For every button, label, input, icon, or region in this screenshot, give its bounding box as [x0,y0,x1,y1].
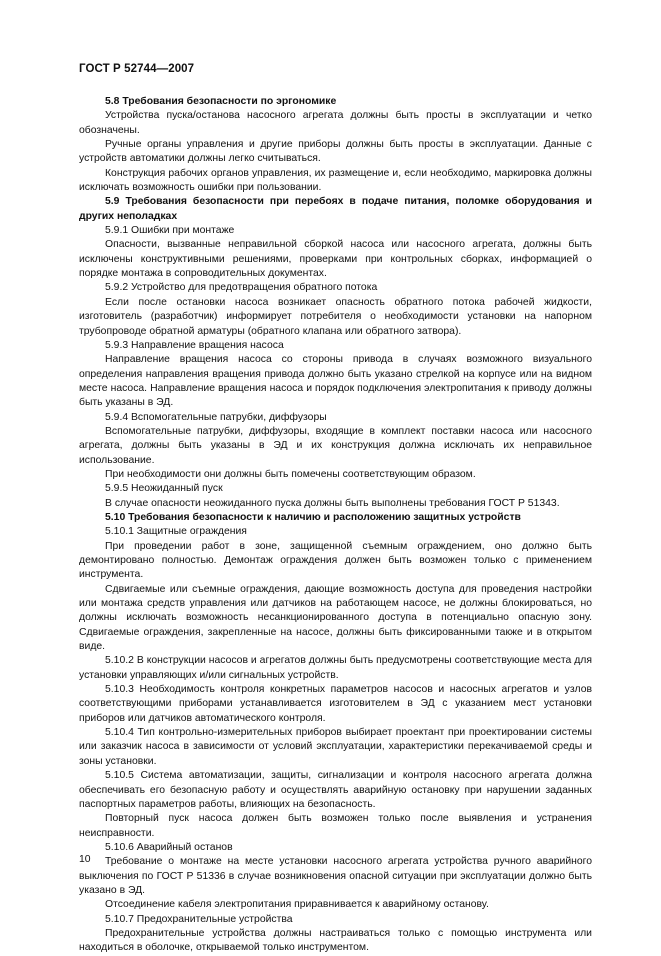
paragraph: 5.10.3 Необходимость контроля конкретных параметров насосов и насосных агрегатов и узлов соответствующими приборами устанавливается изготовителем в ЭД с указанием мест установки приборов или датчиков автоматического контроля. [79,684,592,724]
section-heading: 5.10 Требования безопасности к наличию и расположению защитных устройств [105,511,521,523]
subsection-title: 5.10.6 Аварийный останов [105,841,233,853]
subsection-title: 5.9.4 Вспомогательные патрубки, диффузоры [105,411,327,423]
subsection-title: 5.9.2 Устройство для предотвращения обратного потока [105,282,378,294]
paragraph: При проведении работ в зоне, защищенной съемным ограждением, оно должно быть демонтировано полностью. Демонтаж ограждения должен быть возможен только с применением инструмента. [79,540,592,581]
paragraph: Сдвигаемые или съемные ограждения, дающие возможность доступа для проведения настройки или монтажа средств управления или датчиков на работающем насосе, не должны блокироваться, но должны исключать возможность несанкционированного доступа в потенциально опасную зону. Сдвигаемые ограждения, закрепленные на насосе, должны быть фиксированными также и в открытом виде. [79,583,592,653]
paragraph: Конструкция рабочих органов управления, их размещение и, если необходимо, маркировка должны исключать возможность ошибки при пользовании. [79,167,592,194]
section-heading: 5.8 Требования безопасности по эргономике [105,96,337,107]
paragraph: Если после остановки насоса возникает опасность обратного потока рабочей жидкости, изготовитель (разработчик) информирует потребителя о необходимости установки на напорном трубопроводе обратной арматуры (обратного клапана или обратного затвора). [79,296,592,337]
paragraph: Отсоединение кабеля электропитания приравнивается к аварийному останову. [105,899,489,911]
paragraph: Вспомогательные патрубки, диффузоры, входящие в комплект поставки насоса или насосного агрегата, должны быть указаны в ЭД и их конструкция должна исключать их неправильное использование. [79,425,592,466]
subsection-title: 5.10.7 Предохранительные устройства [105,913,293,925]
paragraph: При необходимости они должны быть помечены соответствующим образом. [105,468,476,480]
paragraph: В случае опасности неожиданного пуска должны быть выполнены требования ГОСТ Р 51343. [105,497,560,509]
paragraph: 5.10.5 Система автоматизации, защиты, сигнализации и контроля насосного агрегата должна обеспечивать его безопасную работу и осуществлять аварийную остановку при нарушении заданных паспортных параметров работы, влияющих на безопасность. [79,770,592,810]
page-number: 10 [79,854,91,865]
paragraph: Опасности, вызванные неправильной сборкой насоса или насосного агрегата, должны быть исключены конструктивными решениями, проверками при контрольных сборках, информацией о порядке монтажа в сопроводительных документах. [79,239,592,280]
paragraph: Предохранительные устройства должны настраиваться только с помощью инструмента или находиться в оболочке, открываемой только инструментом. [79,927,592,954]
subsection-title: 5.9.1 Ошибки при монтаже [105,225,235,237]
paragraph: Повторный пуск насоса должен быть возможен только после выявления и устранения неисправности. [79,813,592,839]
paragraph: Устройства пуска/останова насосного агрегата должны быть просты в эксплуатации и четко обозначены. [79,110,592,136]
document-header: ГОСТ Р 52744—2007 [79,63,195,75]
subsection-title: 5.9.5 Неожиданный пуск [105,483,223,495]
section-heading: 5.9 Требования безопасности при перебоях в подаче питания, поломке оборудования и других неполадках [79,196,592,222]
subsection-title: 5.9.3 Направление вращения насоса [105,339,284,351]
paragraph: Ручные органы управления и другие приборы должны быть просты в эксплуатации. Данные с устройств автоматики должны легко считываться. [79,139,592,165]
paragraph: 5.10.4 Тип контрольно-измерительных приборов выбирает проектант при проектировании системы или заказчик насоса в зависимости от условий эксплуатации, характеристики перекачиваемой среды и зоны установки. [79,727,592,767]
paragraph: Направление вращения насоса со стороны привода в случаях возможного визуального определения направления вращения привода должно быть указано стрелкой на корпусе или на видном месте насоса. Направление вращения насоса и порядок подключения электропитания к приводу должны быть указаны в ЭД. [79,354,592,409]
subsection-title: 5.10.1 Защитные ограждения [105,526,247,538]
document-body [79,95,592,956]
paragraph: 5.10.2 В конструкции насосов и агрегатов должны быть предусмотрены соответствующие места для установки управляющих и/или сигнальных устройств. [79,655,592,681]
paragraph: Требование о монтаже на месте установки насосного агрегата устройства ручного аварийного выключения по ГОСТ Р 51336 в случае возникновения опасной ситуации при эксплуатации должно быть указано в ЭД. [79,856,592,896]
